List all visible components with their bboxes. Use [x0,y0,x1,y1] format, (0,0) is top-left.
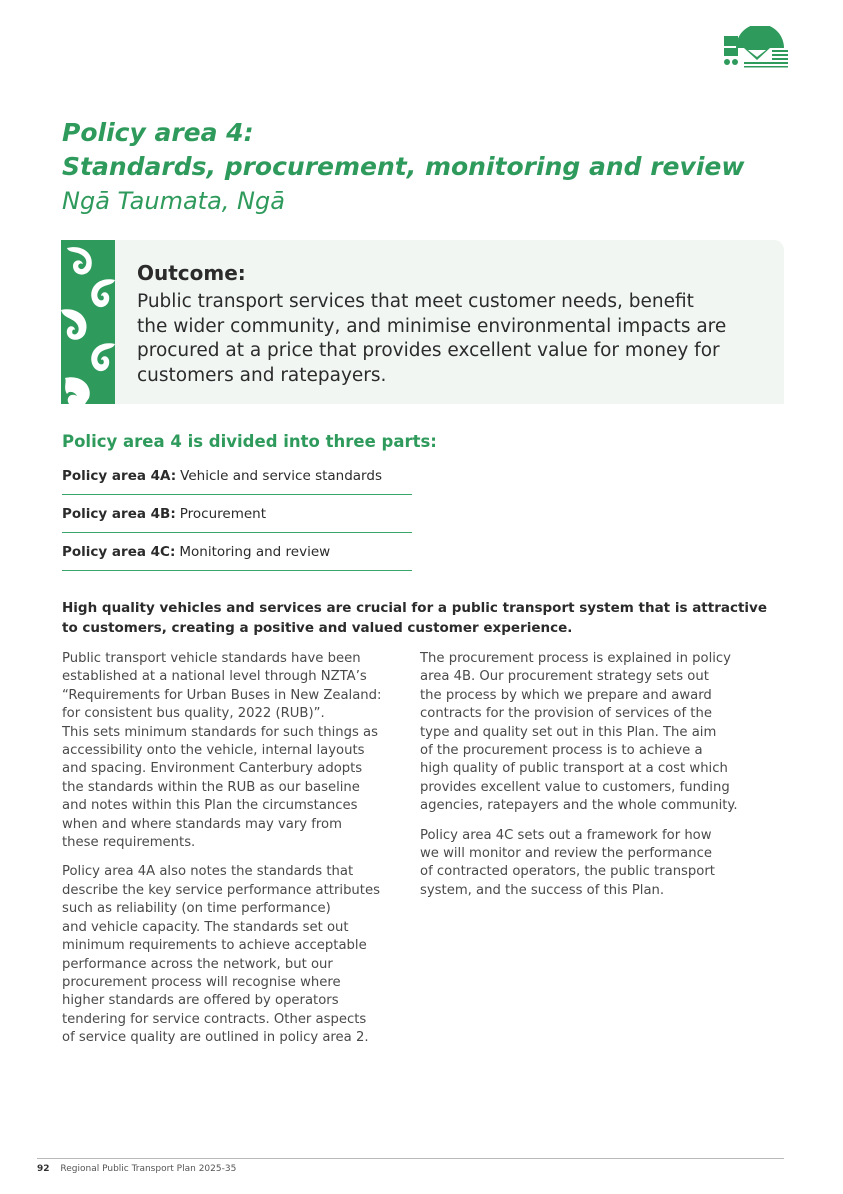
body-paragraph [420,650,750,816]
parts-heading: Policy area 4 is divided into three parts: [62,432,437,451]
footer-divider [37,1158,784,1159]
body-line: these requirements. [62,835,196,851]
body-line: and vehicle capacity. The standards set out [62,919,349,935]
body-line: Public transport vehicle standards have been [62,651,361,666]
body-line: agencies, ratepayers and the whole community. [420,798,738,814]
body-line: established at a national level through NZTA’s [62,669,367,685]
parts-list [62,458,412,572]
body-paragraph [420,827,750,901]
body-paragraph [62,650,392,852]
outcome-line: the wider community, and minimise environmental impacts are [137,315,727,337]
body-line: system, and the success of this Plan. [420,882,665,898]
body-line: minimum requirements to achieve acceptable [62,938,367,954]
body-line: provides excellent value to customers, funding [420,779,730,795]
part-label: Policy area 4B: [62,506,176,522]
part-item-4b [62,496,412,533]
part-item-4c [62,534,412,571]
outcome-line: Public transport services that meet customer needs, benefit [137,291,694,312]
part-text: Procurement [179,506,267,522]
page-number: 92 [37,1164,50,1174]
lead-line: High quality vehicles and services are crucial for a public transport system that is attractive [62,600,768,616]
body-line: contracts for the provision of services of the [420,706,712,722]
body-line: The procurement process is explained in policy [420,651,731,666]
title-subtitle: Ngā Taumata, Ngā [62,187,285,215]
page-title [62,116,802,218]
part-text: Vehicle and service standards [180,468,382,484]
body-line: area 4B. Our procurement strategy sets out [420,669,709,685]
outcome-box [115,240,784,404]
part-label: Policy area 4A: [62,468,177,484]
body-line: performance across the network, but our [62,956,333,972]
outcome-line: procured at a price that provides excellent value for money for [137,340,720,361]
body-column-right [420,650,750,911]
body-line: This sets minimum standards for such things as [62,724,378,740]
body-line: we will monitor and review the performance [420,846,712,862]
body-column-left [62,650,392,1059]
outcome-line: customers and ratepayers. [137,364,387,386]
body-line: describe the key service performance attributes [62,882,380,898]
lead-paragraph [62,598,782,638]
title-line-1: Policy area 4: [62,118,254,147]
body-line: and spacing. Environment Canterbury adopts [62,761,363,777]
body-line: high quality of public transport at a cost which [420,761,728,777]
body-line: of contracted operators, the public transport [420,864,715,880]
body-line: tendering for service contracts. Other aspects [62,1011,367,1027]
transport-mode-logo-icon [722,26,788,68]
body-line: type and quality set out in this Plan. The aim [420,724,717,740]
koru-pattern-icon [61,240,115,404]
part-item-4a [62,458,412,495]
part-text: Monitoring and review [179,544,331,560]
body-paragraph [62,863,392,1047]
footer-title: Regional Public Transport Plan 2025-35 [60,1164,237,1174]
body-line: of service quality are outlined in policy area 2. [62,1030,369,1046]
body-line: Policy area 4A also notes the standards that [62,864,354,880]
body-line: when and where standards may vary from [62,816,342,832]
outcome-text [137,290,764,388]
body-line: the process by which we prepare and award [420,687,712,703]
outcome-heading: Outcome: [137,261,246,285]
body-line: the standards within the RUB as our baseline [62,779,360,795]
body-line: and notes within this Plan the circumstances [62,798,358,814]
part-label: Policy area 4C: [62,544,176,560]
title-line-2: Standards, procurement, monitoring and review [62,152,745,181]
body-line: such as reliability (on time performance) [62,901,331,917]
body-line: “Requirements for Urban Buses in New Zealand: [62,687,382,703]
body-line: for consistent bus quality, 2022 (RUB)”. [62,706,325,722]
body-line: Policy area 4C sets out a framework for how [420,827,712,843]
body-line: accessibility onto the vehicle, internal layouts [62,743,365,759]
lead-line: to customers, creating a positive and valued customer experience. [62,620,573,636]
body-line: procurement process will recognise where [62,974,341,990]
body-line: higher standards are offered by operators [62,993,339,1009]
body-line: of the procurement process is to achieve a [420,743,703,759]
page-footer [37,1164,236,1174]
